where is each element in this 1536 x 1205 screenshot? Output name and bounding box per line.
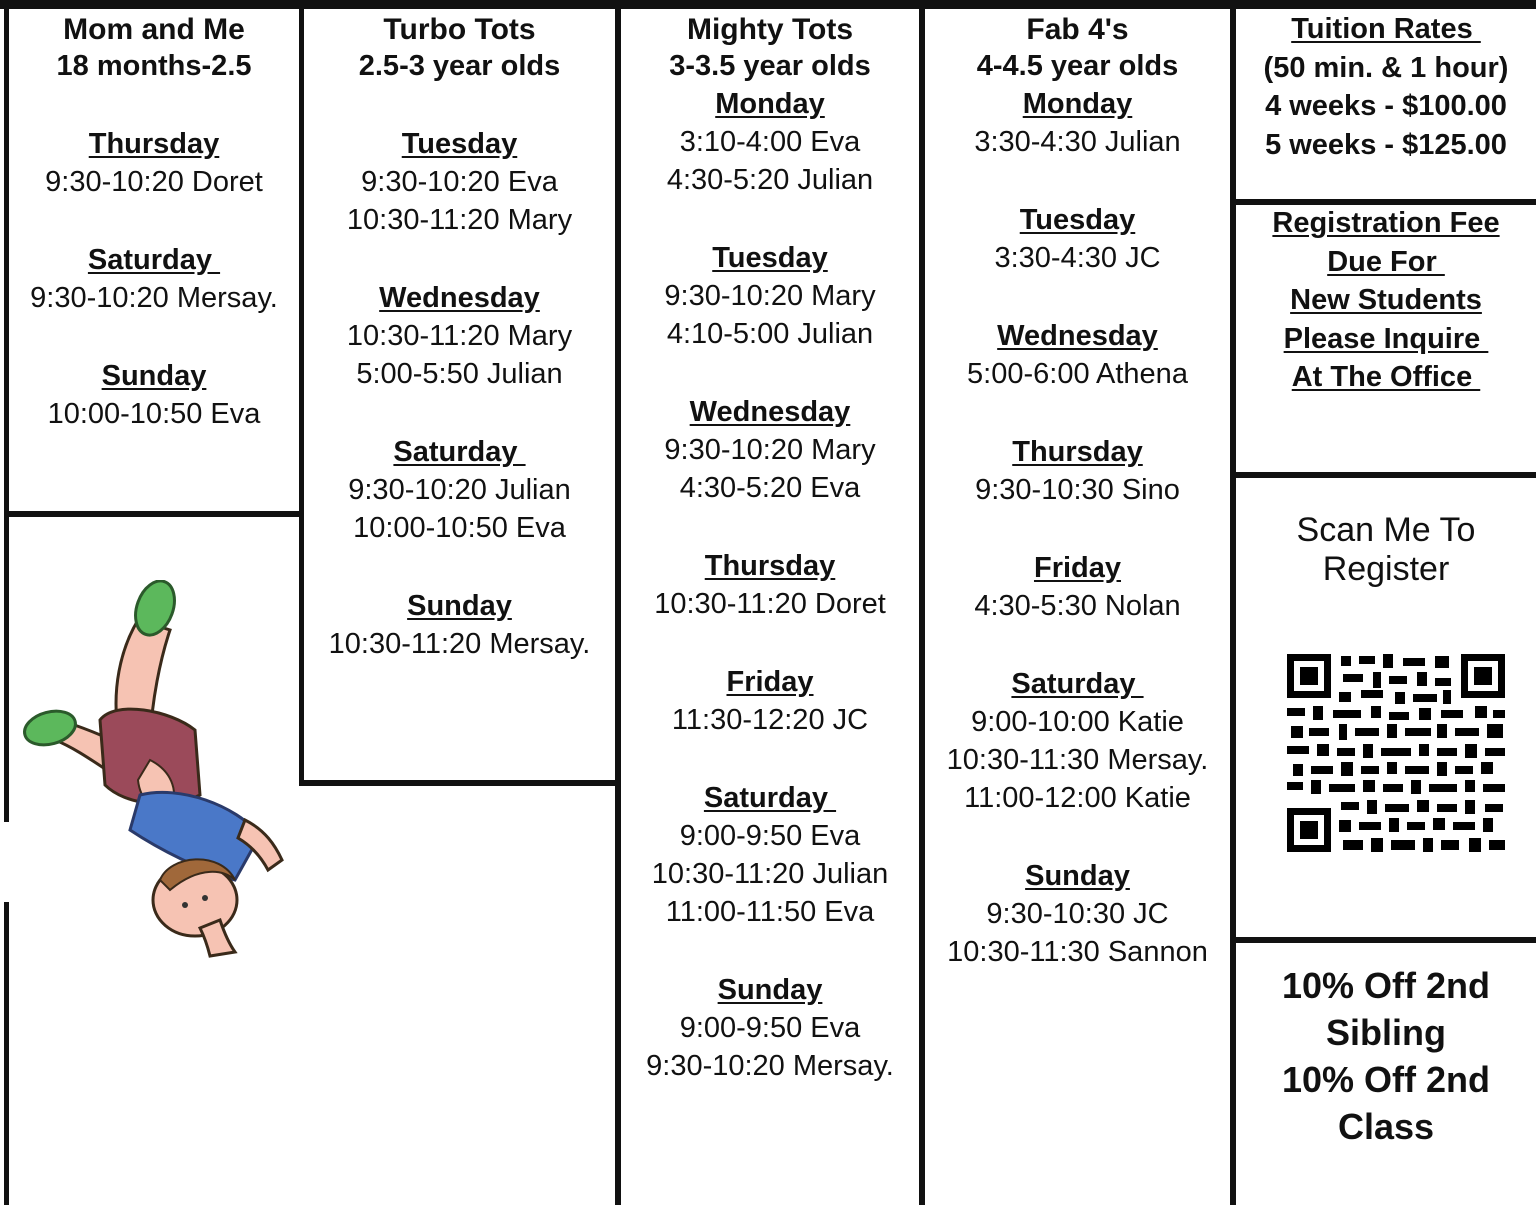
class-age: 3-3.5 year olds <box>669 50 871 82</box>
class-slot: 3:30-4:30 JC <box>994 242 1161 274</box>
divider <box>1230 937 1536 943</box>
class-slot: 9:30-10:20 Mary <box>664 434 876 466</box>
day-heading: Friday <box>726 666 814 698</box>
divider <box>1230 472 1536 478</box>
discount-line: Class <box>1337 1106 1435 1147</box>
class-age: 18 months-2.5 <box>56 50 252 82</box>
day-heading: Saturday <box>1011 668 1144 700</box>
scan-box <box>1236 511 1536 589</box>
day-heading: Thursday <box>1012 436 1143 468</box>
class-title: Fab 4's <box>1026 13 1129 46</box>
class-slot: 9:00-9:50 Eva <box>679 1012 861 1044</box>
class-slot: 3:10-4:00 Eva <box>679 126 861 158</box>
class-slot: 5:00-5:50 Julian <box>356 358 563 390</box>
registration-line: At The Office <box>1291 361 1481 393</box>
class-slot: 11:00-12:00 Katie <box>964 782 1191 814</box>
day-heading: Tuesday <box>712 242 828 274</box>
class-slot: 9:30-10:30 Sino <box>975 474 1180 506</box>
class-slot: 9:30-10:20 Mersay. <box>30 282 278 314</box>
class-slot: 4:30-5:20 Julian <box>666 164 874 196</box>
divider <box>299 780 621 786</box>
class-column-mighty-tots <box>621 12 919 1085</box>
day-heading: Sunday <box>1025 860 1130 892</box>
class-column-fab-4s <box>925 12 1230 971</box>
discount-line: 10% Off 2nd <box>1281 965 1491 1006</box>
registration-line: New Students <box>1290 284 1482 316</box>
class-slot: 9:30-10:20 Julian <box>348 474 571 506</box>
day-heading: Wednesday <box>997 320 1158 352</box>
class-slot: 10:30-11:20 Julian <box>651 858 889 890</box>
day-heading: Monday <box>715 88 825 120</box>
class-title: Turbo Tots <box>383 13 536 46</box>
day-heading: Sunday <box>407 590 512 622</box>
class-slot: 9:30-10:20 Mersay. <box>646 1050 894 1082</box>
divider <box>4 902 9 1205</box>
class-slot: 10:30-11:30 Sannon <box>947 936 1208 968</box>
day-heading: Friday <box>1033 552 1122 584</box>
day-heading: Thursday <box>704 550 836 582</box>
tuition-rate: 4 weeks - $100.00 <box>1265 90 1507 122</box>
class-age: 2.5-3 year olds <box>358 50 561 82</box>
registration-box <box>1236 204 1536 397</box>
day-heading: Tuesday <box>401 128 518 160</box>
discount-line: 10% Off 2nd <box>1281 1059 1491 1100</box>
class-slot: 10:00-10:50 Eva <box>47 398 261 430</box>
tuition-subtitle: (50 min. & 1 hour) <box>1263 51 1509 84</box>
divider <box>4 511 304 517</box>
day-heading: Sunday <box>717 974 823 1006</box>
day-heading: Thursday <box>88 128 220 160</box>
day-heading: Saturday <box>703 782 837 814</box>
class-slot: 9:30-10:20 Doret <box>45 166 263 198</box>
discount-line: Sibling <box>1326 1012 1446 1053</box>
class-slot: 10:30-11:30 Mersay. <box>946 744 1209 776</box>
class-slot: 10:30-11:20 Doret <box>654 588 886 620</box>
qr-code-icon[interactable] <box>1285 652 1507 854</box>
class-title: Mom and Me <box>63 13 245 46</box>
class-slot: 4:30-5:20 Eva <box>679 472 861 504</box>
class-slot: 10:30-11:20 Mersay. <box>328 628 591 660</box>
class-slot: 3:30-4:30 Julian <box>974 126 1181 158</box>
scan-text: Scan Me To <box>1296 511 1476 549</box>
cartwheel-kid-illustration <box>20 580 295 960</box>
class-slot: 9:30-10:30 JC <box>986 898 1169 930</box>
class-slot: 9:00-9:50 Eva <box>679 820 861 852</box>
tuition-rate: 5 weeks - $125.00 <box>1265 128 1507 161</box>
registration-line: Registration Fee <box>1272 207 1500 239</box>
class-title: Mighty Tots <box>686 13 854 46</box>
day-heading: Wednesday <box>689 396 851 428</box>
top-border <box>0 0 1536 9</box>
day-heading: Sunday <box>101 360 207 392</box>
day-heading: Monday <box>1022 88 1133 120</box>
class-slot: 11:00-11:50 Eva <box>665 896 875 928</box>
class-slot: 9:30-10:20 Mary <box>664 280 876 312</box>
class-slot: 9:30-10:20 Eva <box>361 166 558 198</box>
tuition-box <box>1236 10 1536 164</box>
day-heading: Tuesday <box>1019 204 1136 236</box>
discounts-box <box>1236 962 1536 1150</box>
class-slot: 4:10-5:00 Julian <box>666 318 874 350</box>
class-slot: 10:30-11:20 Mary <box>346 320 573 352</box>
class-slot: 10:30-11:20 Mary <box>346 204 573 236</box>
class-slot: 11:30-12:20 JC <box>671 704 869 736</box>
class-age: 4-4.5 year olds <box>976 50 1179 82</box>
class-slot: 10:00-10:50 Eva <box>353 512 566 544</box>
class-column-mom-and-me <box>9 12 299 433</box>
class-slot: 4:30-5:30 Nolan <box>974 590 1181 622</box>
class-column-turbo-tots <box>304 12 615 663</box>
day-heading: Saturday <box>87 244 221 276</box>
tuition-title: Tuition Rates <box>1291 13 1481 45</box>
class-slot: 9:00-10:00 Katie <box>971 706 1184 738</box>
registration-line: Due For <box>1327 245 1445 278</box>
scan-text: Register <box>1322 550 1450 588</box>
day-heading: Wednesday <box>379 282 540 314</box>
registration-line: Please Inquire <box>1283 322 1489 355</box>
class-slot: 5:00-6:00 Athena <box>967 358 1188 390</box>
day-heading: Saturday <box>393 436 526 468</box>
